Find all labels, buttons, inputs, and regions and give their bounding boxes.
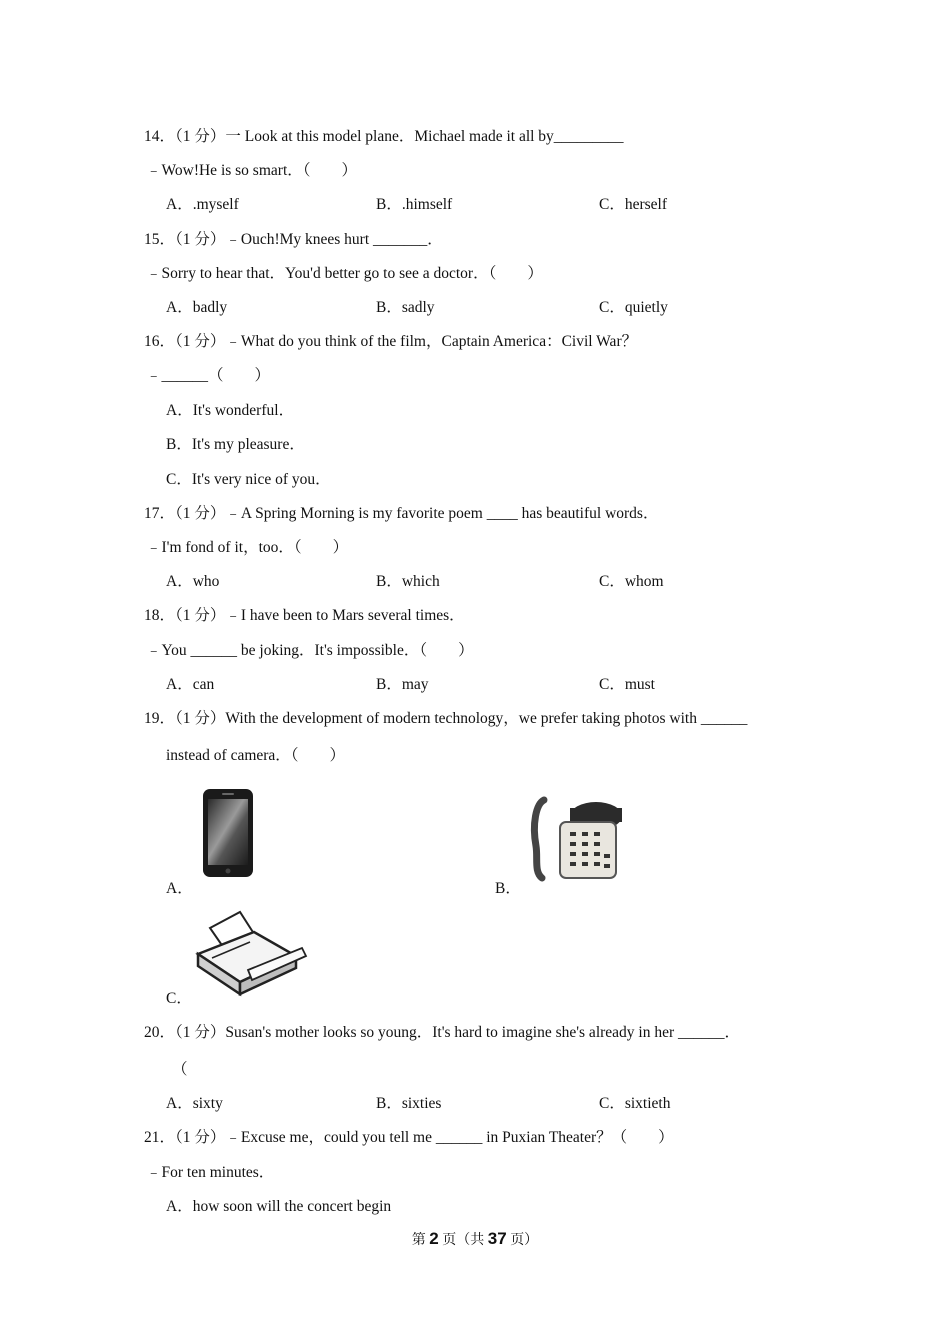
question-15-reply: ﹣Sorry to hear that．You'd better go to see a doctor．（ ） <box>146 265 543 282</box>
question-14-option-b: B．.himself <box>376 196 453 213</box>
question-17-option-c: C．whom <box>599 573 664 590</box>
question-19-option-b: B． <box>495 880 521 897</box>
question-19-option-c: C． <box>166 990 192 1007</box>
question-15-option-c: C．quietly <box>599 299 668 316</box>
footer-middle: 页（共 <box>438 1233 488 1248</box>
footer-prefix: 第 <box>411 1233 430 1248</box>
question-19-reply: instead of camera．（ ） <box>166 747 346 764</box>
question-16-option-a: A．It's wonderful． <box>166 402 295 419</box>
question-18-stem: 18．（1 分）﹣I have been to Mars several times． <box>144 607 465 624</box>
question-18-reply: ﹣You ______ be joking．It's impossible．（ ） <box>146 642 474 659</box>
question-18-option-a: A．can <box>166 676 215 693</box>
question-16-stem: 16．（1 分）﹣What do you think of the film，Captain America：Civil War？ <box>144 333 638 350</box>
question-21-stem: 21．（1 分）﹣Excuse me，could you tell me ______ in Puxian Theater？（ ） <box>144 1129 674 1146</box>
question-14-option-c: C．herself <box>599 196 668 213</box>
question-17-option-a: A．who <box>166 573 220 590</box>
question-16-option-c: C．It's very nice of you． <box>166 471 331 488</box>
question-19-option-a: A． <box>166 880 193 897</box>
page-footer <box>0 1229 950 1249</box>
question-14-stem: 14．（1 分）一 Look at this model plane．Michael made it all by_________ <box>144 128 624 145</box>
question-17-stem: 17．（1 分）﹣A Spring Morning is my favorite poem ____ has beautiful words． <box>144 505 659 522</box>
total-page-number: 37 <box>487 1229 507 1248</box>
question-14-reply: ﹣Wow!He is so smart．（ ） <box>146 162 357 179</box>
current-page-number: 2 <box>429 1229 439 1248</box>
question-20-stem: 20．（1 分）Susan's mother looks so young．It's hard to imagine she's already in her ______． <box>144 1024 741 1041</box>
printer-image <box>192 908 310 1000</box>
question-19-stem: 19．（1 分）With the development of modern technology，we prefer taking photos with ______ <box>144 710 748 727</box>
question-20-option-c: C．sixtieth <box>599 1095 671 1112</box>
question-21-option-a: A．how soon will the concert begin <box>166 1198 392 1215</box>
mobile-phone-image <box>197 786 261 882</box>
question-15-option-a: A．badly <box>166 299 228 316</box>
question-18-option-b: B．may <box>376 676 429 693</box>
question-18-option-c: C．must <box>599 676 655 693</box>
question-15-option-b: B．sadly <box>376 299 435 316</box>
question-16-option-b: B．It's my pleasure． <box>166 436 305 453</box>
question-17-reply: ﹣I'm fond of it，too．（ ） <box>146 539 349 556</box>
question-20-option-a: A．sixty <box>166 1095 223 1112</box>
question-20-option-b: B．sixties <box>376 1095 442 1112</box>
footer-suffix: 页） <box>506 1233 539 1248</box>
question-16-reply: ﹣______（ ） <box>146 367 271 384</box>
telephone-image <box>526 794 626 886</box>
question-17-option-b: B．which <box>376 573 440 590</box>
question-20-reply: （ <box>172 1061 188 1078</box>
question-15-stem: 15．（1 分）﹣Ouch!My knees hurt _______． <box>144 231 443 248</box>
question-21-reply: ﹣For ten minutes． <box>146 1164 275 1181</box>
question-14-option-a: A．.myself <box>166 196 239 213</box>
